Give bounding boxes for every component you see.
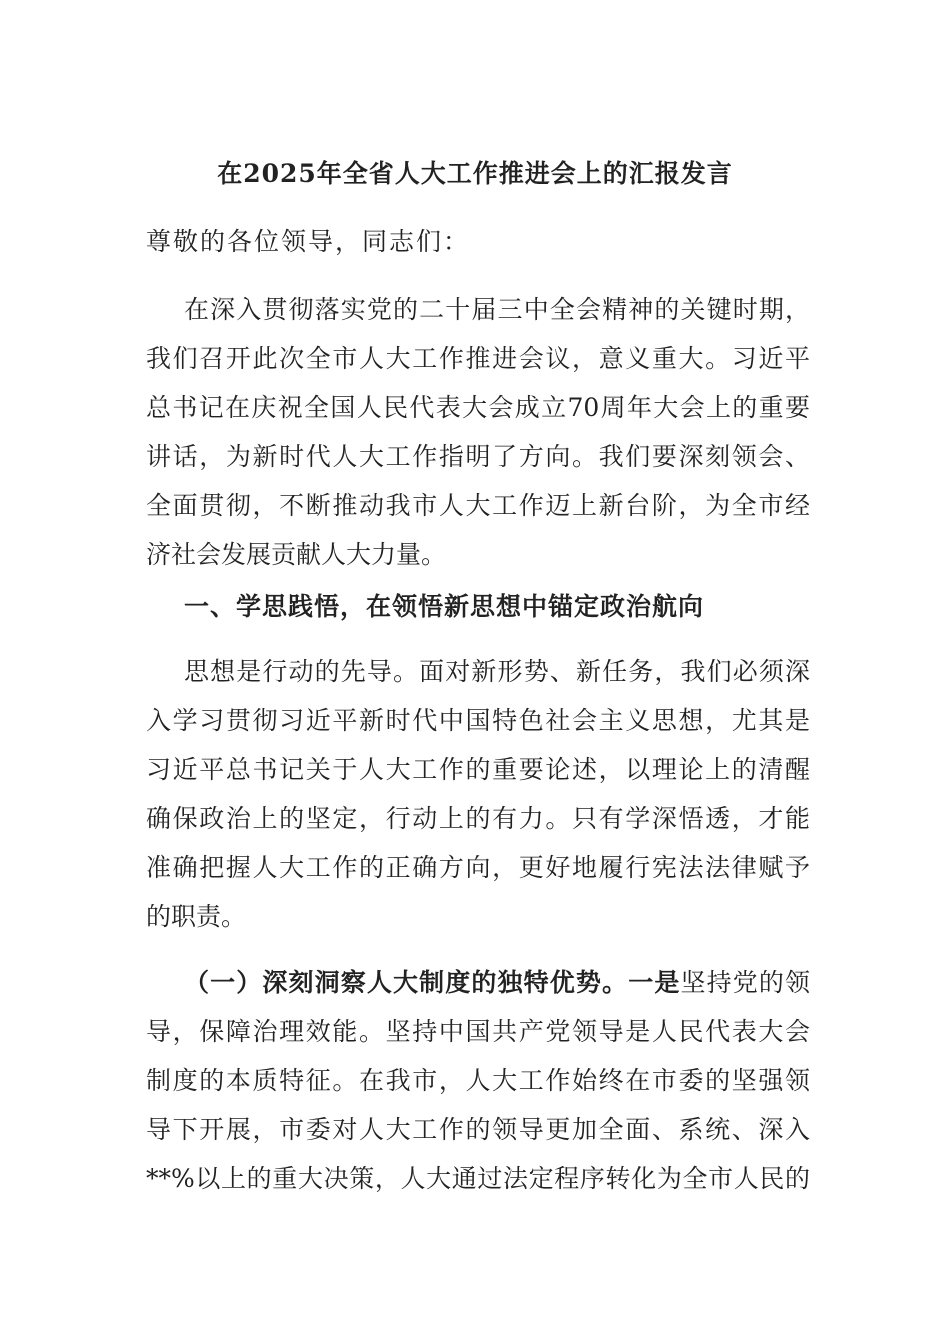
- section1-line: 思想是行动的先导。面对新形势、新任务，我们必须深: [184, 657, 810, 686]
- subsection1-line: 导，保障治理效能。坚持中国共产党领导是人民代表大会: [146, 1017, 810, 1046]
- intro-line: 济社会发展贡献人大力量。: [146, 540, 447, 569]
- subsection-marker: 一是: [628, 968, 681, 997]
- intro-line: 全面贯彻，不断推动我市人大工作迈上新台阶，为全市经: [146, 491, 810, 520]
- section1-line: 确保政治上的坚定，行动上的有力。只有学深悟透，才能: [146, 804, 810, 833]
- intro-line: 在深入贯彻落实党的二十届三中全会精神的关键时期，: [184, 295, 810, 324]
- intro-line: 我们召开此次全市人大工作推进会议，意义重大。习近平: [146, 344, 810, 373]
- subsection1-paragraph: [146, 958, 810, 1203]
- subsection1-first-line: [146, 958, 810, 1007]
- subsection-lead: （一）深刻洞察人大制度的独特优势。: [184, 968, 629, 997]
- section1-line: 习近平总书记关于人大工作的重要论述，以理论上的清醒: [146, 755, 810, 784]
- subsection1-line: 导下开展，市委对人大工作的领导更加全面、系统、深入: [146, 1115, 810, 1144]
- salutation: 尊敬的各位领导，同志们：: [146, 227, 471, 256]
- intro-line: 讲话，为新时代人大工作指明了方向。我们要深刻领会、: [146, 442, 810, 471]
- subsection1-line: **%以上的重大决策，人大通过法定程序转化为全市人民的: [146, 1164, 810, 1193]
- subsection-first-line-text: 坚持党的领: [680, 968, 810, 997]
- intro-line: 总书记在庆祝全国人民代表大会成立70周年大会上的重要: [146, 393, 810, 422]
- document-title: 在2025年全省人大工作推进会上的汇报发言: [217, 159, 733, 188]
- section1-line: 准确把握人大工作的正确方向，更好地履行宪法法律赋予: [146, 853, 810, 882]
- section1-paragraph: [146, 647, 810, 941]
- section1-line: 的职责。: [146, 902, 247, 931]
- intro-paragraph: [146, 285, 810, 579]
- section-heading: 一、学思践悟，在领悟新思想中锚定政治航向: [184, 592, 705, 621]
- section1-line: 入学习贯彻习近平新时代中国特色社会主义思想，尤其是: [146, 706, 810, 735]
- subsection1-line: 制度的本质特征。在我市，人大工作始终在市委的坚强领: [146, 1066, 810, 1095]
